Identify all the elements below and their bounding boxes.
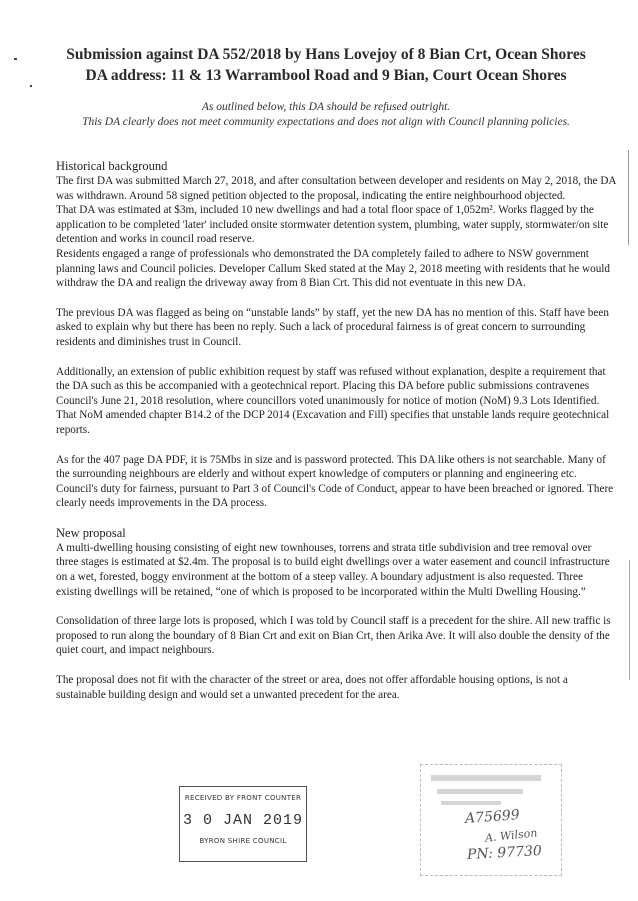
document-title [40,44,612,86]
scan-mark [30,85,32,87]
stamp-footer: BYRON SHIRE COUNCIL [199,837,287,845]
paragraph: Residents engaged a range of professionals who demonstrated the DA completely failed to adhere to NSW government planning laws and Council policies. Developer Callum Sked stated at the May 2, 2018 meeting with residents that he would withdraw the DA and realign the driveway away from 8 Bian Crt. This did not eventuate in this new DA. [56,247,610,290]
paragraph: That DA was estimated at $3m, included 10 new dwellings and had a total floor space of 1,052m². Works flagged by the application to be completed 'later' included onsite stormwater detention system, plumbing, water supply, stormwater/on site detention and works in council road reserve. [56,204,609,246]
stamp-header: RECEIVED BY FRONT COUNTER [184,794,302,802]
handwritten-reference: A75699 [464,807,521,827]
intro-line-2: This DA clearly does not meet community expectations and does not align with Council planning policies. [82,116,570,128]
section-heading-historical: Historical background [56,159,168,173]
intro-line-1: As outlined below, this DA should be refused outright. [201,101,451,113]
stamp-date: 3 0 JAN 2019 [182,812,304,829]
faded-stamp-text [437,789,523,794]
handwritten-initials: A. Wilson [484,826,538,845]
council-reference-stamp [420,764,562,876]
document-body [56,159,616,717]
paragraph: The previous DA was flagged as being on “unstable lands” by staff, yet the new DA has no mention of this. Staff have been asked to explain why but there has been no reply. Such a lack of procedural fairness is of great concern to surrounding residents and diminishes trust in Council. [56,306,609,348]
paragraph: As for the 407 page DA PDF, it is 75Mbs in size and is password protected. This DA like others is not searchable. Many of the surrounding neighbours are elderly and without expert knowledge of computers or planning and engineering etc. Council's duty for fairness, pursuant to Part 3 of Council's Code of Conduct, appear to have been breached or ignored. There clearly needs improvements in the DA process. [56,453,614,510]
received-stamp [179,786,307,862]
intro-statement [40,100,612,130]
scan-mark [628,150,629,245]
scan-mark [14,58,17,60]
section-heading-new-proposal: New proposal [56,525,126,540]
handwritten-property-number: PN: 97730 [466,843,543,863]
scan-mark [629,560,630,680]
title-line-2: DA address: 11 & 13 Warrambool Road and 9 Bian, Court Ocean Shores [85,67,567,84]
paragraph: Consolidation of three large lots is proposed, which I was told by Council staff is a precedent for the shire. All new traffic is proposed to run along the boundary of 8 Bian Crt and exit on Bian Crt, then Arika Ave. It will also double the density of the quiet court, and impact neighbours. [56,615,611,657]
faded-stamp-text [441,801,501,805]
paragraph: A multi-dwelling housing consisting of eight new townhouses, torrens and strata title subdivision and tree removal over three stages is estimated at $2.4m. The proposal is to build eight dwellings over a water easement and council infrastructure on a wet, forested, boggy environment at the bottom of a steep valley. A boundary adjustment is also requested. Three existing dwellings will be retained, “one of which is proposed to be incorporated within the Multi Dwelling Housing.” [56,541,610,598]
title-line-1: Submission against DA 552/2018 by Hans Lovejoy of 8 Bian Crt, Ocean Shores [66,46,586,63]
faded-stamp-text [431,775,541,781]
paragraph: Additionally, an extension of public exhibition request by staff was refused without explanation, despite a requirement that the DA such as this be accompanied with a geotechnical report. Placing this DA before public submissions contravenes Council's June 21, 2018 resolution, where councillors voted unanimously for notice of motion (NoM) 9.3 Lots Identified. That NoM amended chapter B14.2 of the DCP 2014 (Excavation and Fill) specifies that unstable lands require geotechnical reports. [56,365,610,436]
paragraph: The first DA was submitted March 27, 2018, and after consultation between developer and residents on May 2, 2018, the DA was withdrawn. Around 58 signed petition objected to the proposal, indicating the entire neighbourhood objected. [56,175,616,202]
paragraph: The proposal does not fit with the character of the street or area, does not offer affordable housing options, is not a sustainable building design and would set a unwanted precedent for the area. [56,674,568,701]
